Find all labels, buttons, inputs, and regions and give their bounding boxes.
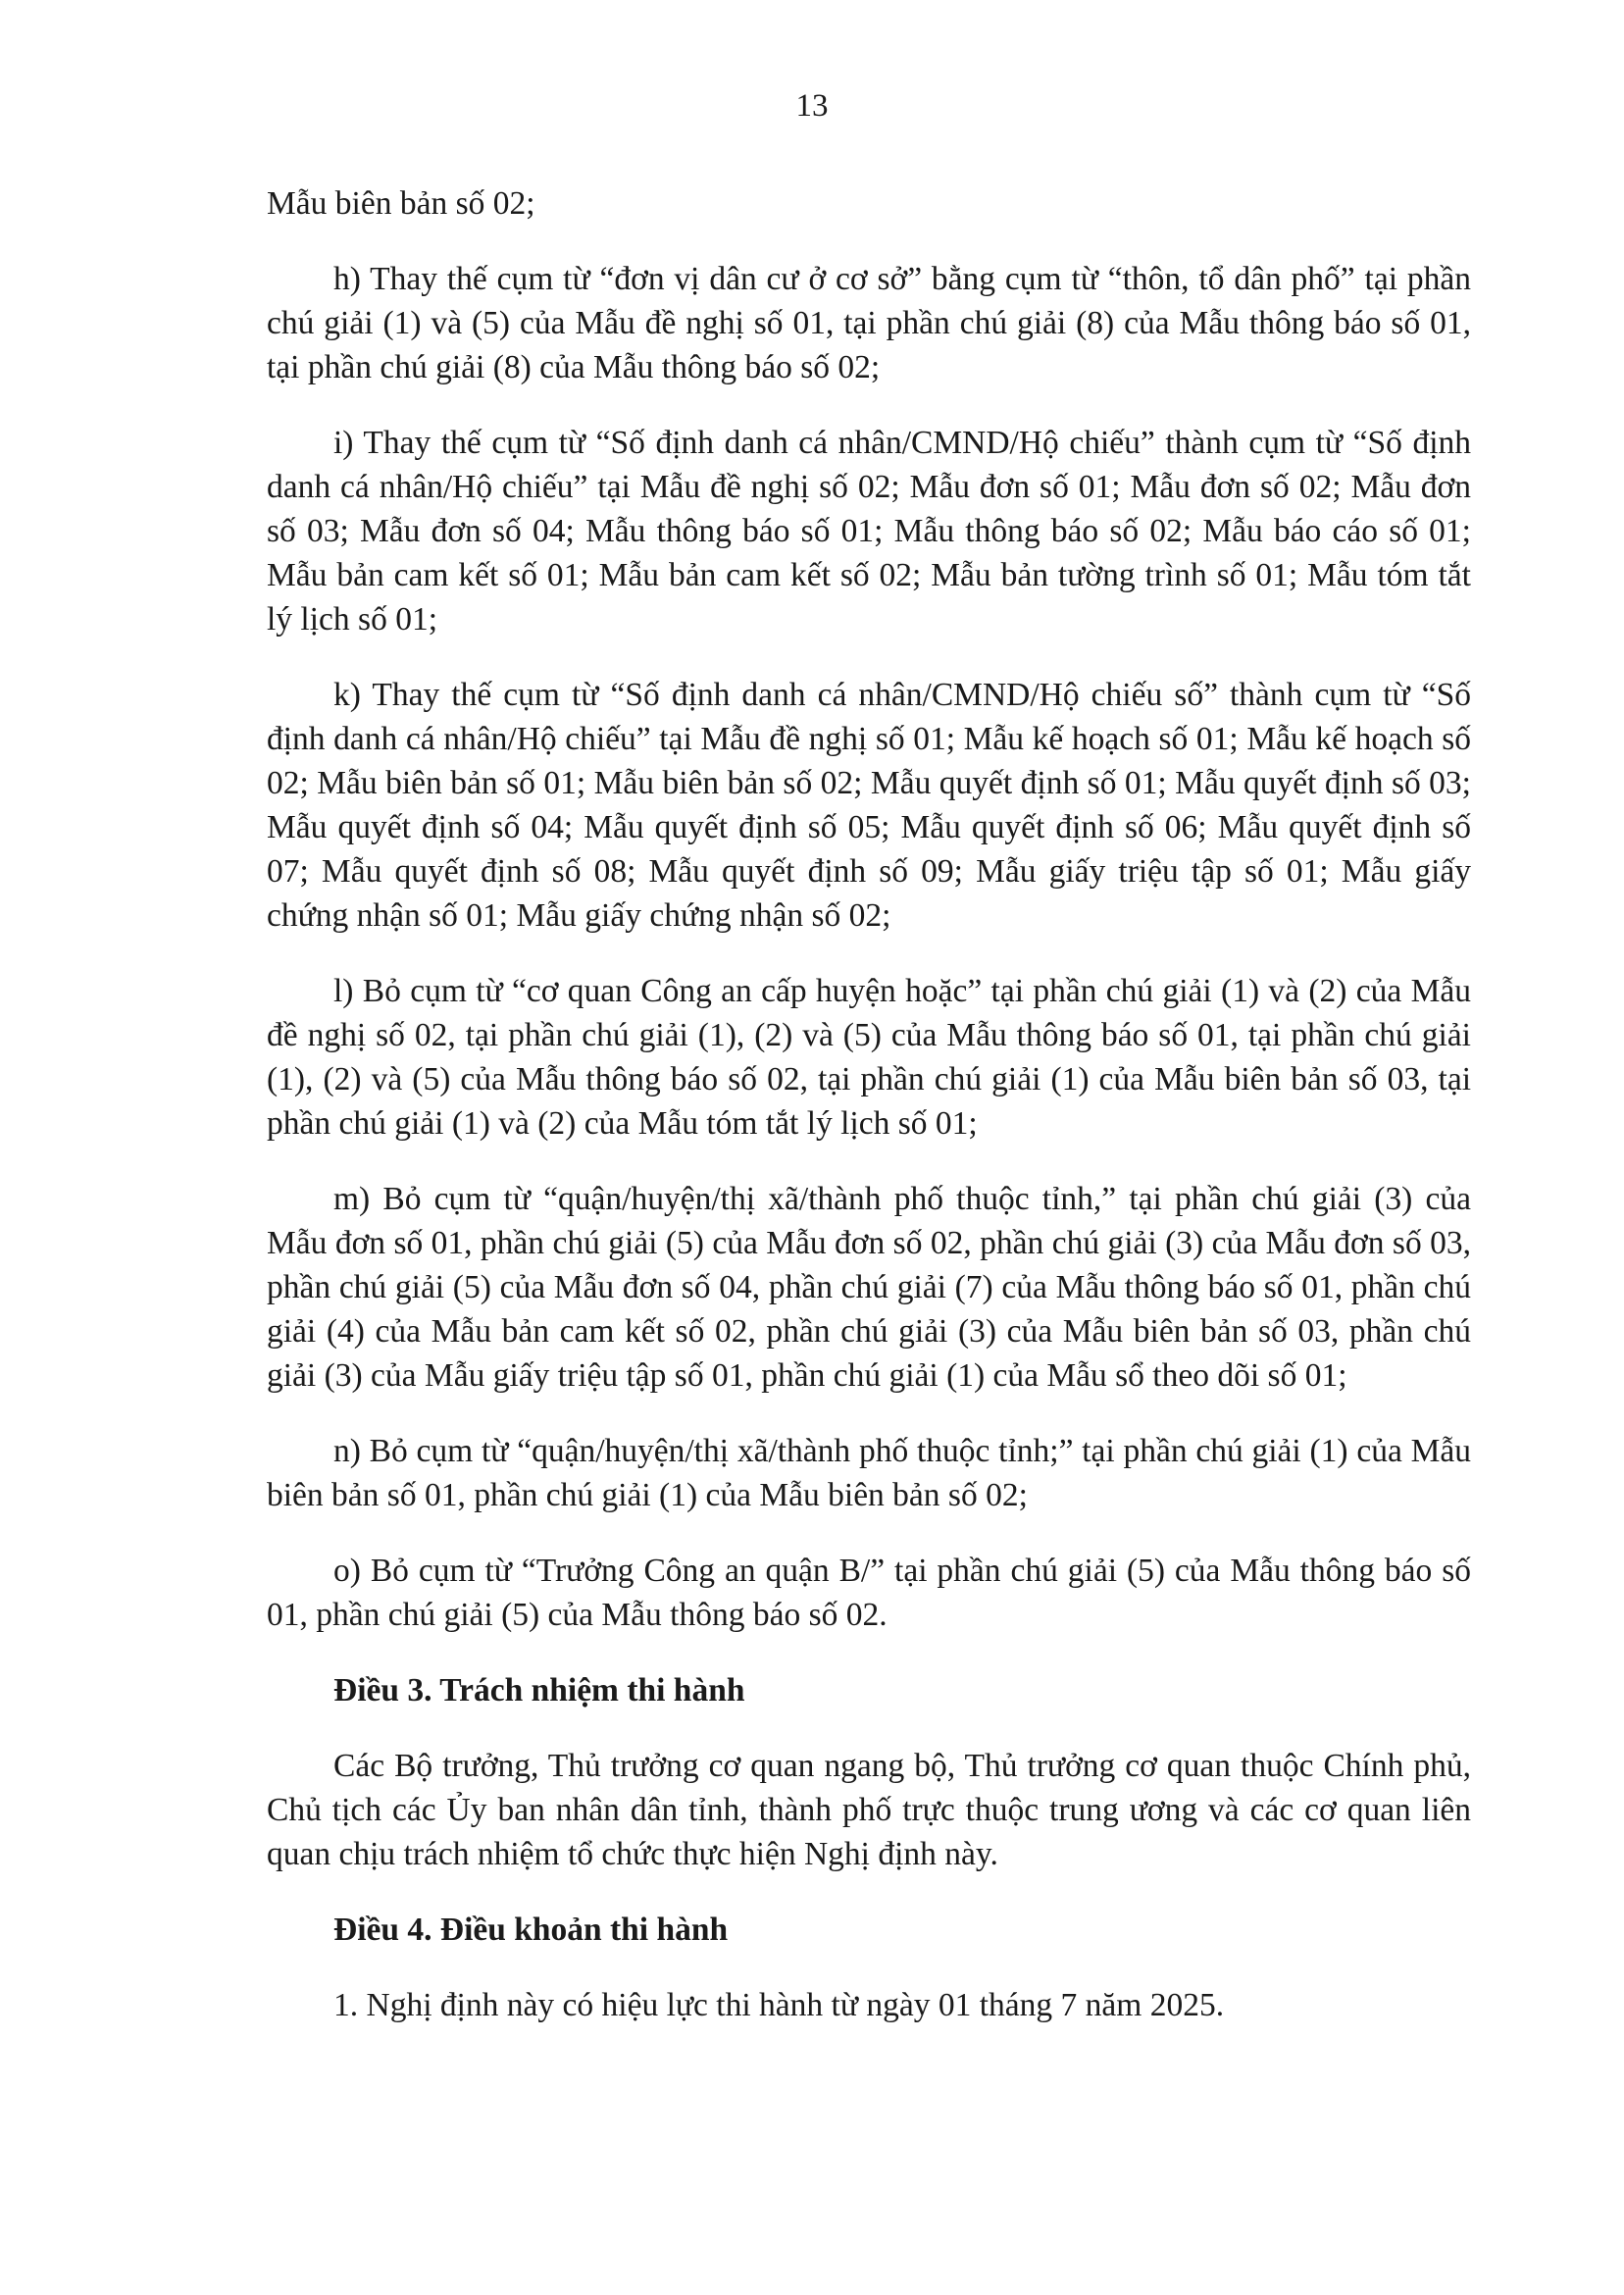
paragraph-item-o: o) Bỏ cụm từ “Trưởng Công an quận B/” tại phần chú giải (5) của Mẫu thông báo số 01, phần chú giải (5) của Mẫu thông báo số 02. (267, 1553, 1471, 1633)
paragraph-item-i: i) Thay thế cụm từ “Số định danh cá nhân/CMND/Hộ chiếu” thành cụm từ “Số định danh cá nhân/Hộ chiếu” tại Mẫu đề nghị số 02; Mẫu đơn số 01; Mẫu đơn số 02; Mẫu đơn số 03; Mẫu đơn số 04; Mẫu thông báo số 01; Mẫu thông báo số 02; Mẫu báo cáo số 01; Mẫu bản cam kết số 01; Mẫu bản cam kết số 02; Mẫu bản tường trình số 01; Mẫu tóm tắt lý lịch số 01; (267, 425, 1471, 638)
article-3-heading: Điều 3. Trách nhiệm thi hành (333, 1672, 745, 1708)
paragraph-continuation: Mẫu biên bản số 02; (267, 185, 535, 222)
document-body (267, 181, 1471, 2059)
article-4-item-1: 1. Nghị định này có hiệu lực thi hành từ ngày 01 tháng 7 năm 2025. (333, 1987, 1225, 2023)
article-3-body: Các Bộ trưởng, Thủ trưởng cơ quan ngang bộ, Thủ trưởng cơ quan thuộc Chính phủ, Chủ tịch các Ủy ban nhân dân tỉnh, thành phố trực thuộc trung ương và các cơ quan liên quan chịu trách nhiệm tổ chức thực hiện Nghị định này. (267, 1748, 1471, 1872)
article-4-heading: Điều 4. Điều khoản thi hành (333, 1912, 729, 1948)
paragraph-item-l: l) Bỏ cụm từ “cơ quan Công an cấp huyện hoặc” tại phần chú giải (1) và (2) của Mẫu đề nghị số 02, tại phần chú giải (1), (2) và (5) của Mẫu thông báo số 01, tại phần chú giải (1), (2) và (5) của Mẫu thông báo số 02, tại phần chú giải (1) của Mẫu biên bản số 03, tại phần chú giải (1) và (2) của Mẫu tóm tắt lý lịch số 01; (267, 973, 1471, 1142)
paragraph-item-m: m) Bỏ cụm từ “quận/huyện/thị xã/thành phố thuộc tỉnh,” tại phần chú giải (3) của Mẫu đơn số 01, phần chú giải (5) của Mẫu đơn số 02, phần chú giải (3) của Mẫu đơn số 03, phần chú giải (5) của Mẫu đơn số 04, phần chú giải (7) của Mẫu thông báo số 01, phần chú giải (4) của Mẫu bản cam kết số 02, phần chú giải (3) của Mẫu biên bản số 03, phần chú giải (3) của Mẫu giấy triệu tập số 01, phần chú giải (1) của Mẫu sổ theo dõi số 01; (267, 1181, 1471, 1394)
paragraph-item-h: h) Thay thế cụm từ “đơn vị dân cư ở cơ sở” bằng cụm từ “thôn, tổ dân phố” tại phần chú giải (1) và (5) của Mẫu đề nghị số 01, tại phần chú giải (8) của Mẫu thông báo số 01, tại phần chú giải (8) của Mẫu thông báo số 02; (267, 261, 1471, 385)
page-number: 13 (795, 88, 829, 124)
paragraph-item-n: n) Bỏ cụm từ “quận/huyện/thị xã/thành phố thuộc tỉnh;” tại phần chú giải (1) của Mẫu biên bản số 01, phần chú giải (1) của Mẫu biên bản số 02; (267, 1433, 1471, 1513)
paragraph-item-k: k) Thay thế cụm từ “Số định danh cá nhân/CMND/Hộ chiếu số” thành cụm từ “Số định danh cá nhân/Hộ chiếu” tại Mẫu đề nghị số 01; Mẫu kế hoạch số 01; Mẫu kế hoạch số 02; Mẫu biên bản số 01; Mẫu biên bản số 02; Mẫu quyết định số 01; Mẫu quyết định số 03; Mẫu quyết định số 04; Mẫu quyết định số 05; Mẫu quyết định số 06; Mẫu quyết định số 07; Mẫu quyết định số 08; Mẫu quyết định số 09; Mẫu giấy triệu tập số 01; Mẫu giấy chứng nhận số 01; Mẫu giấy chứng nhận số 02; (267, 677, 1471, 934)
